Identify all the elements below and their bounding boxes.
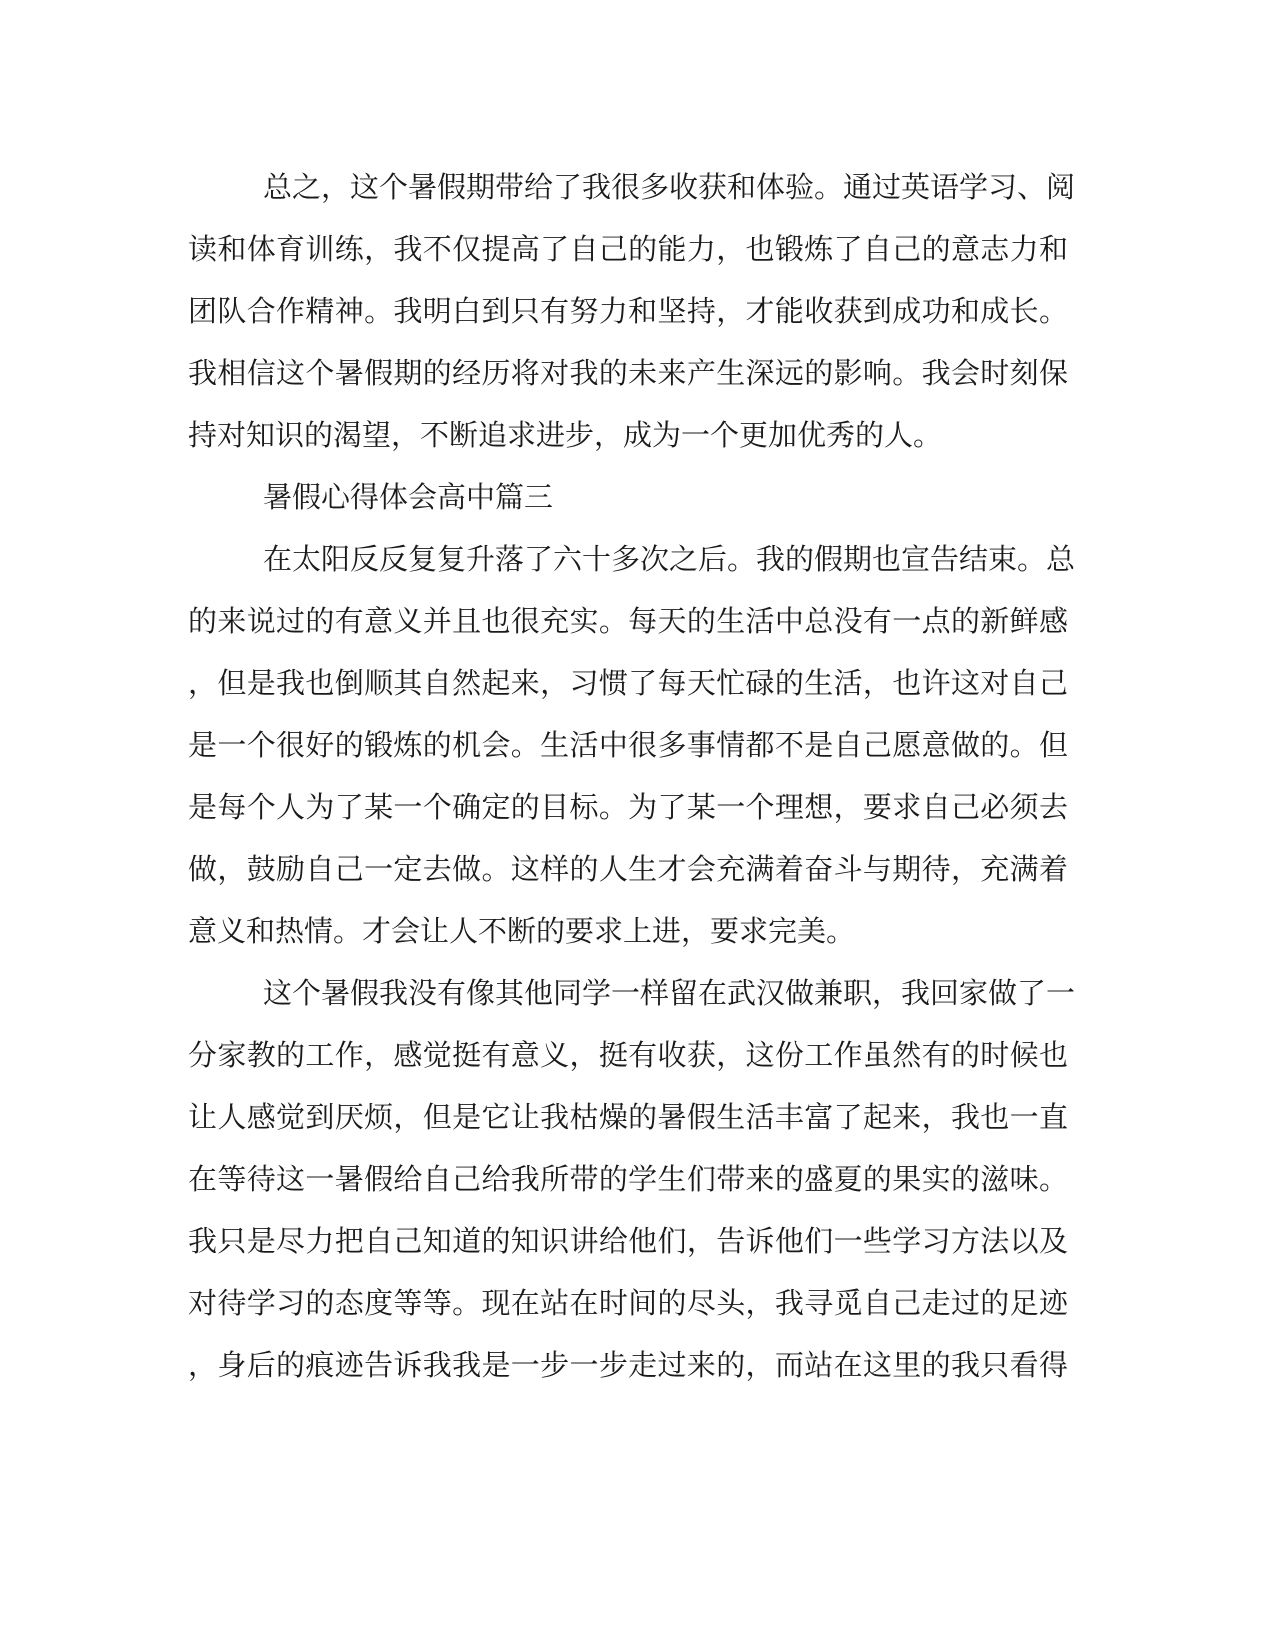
paragraph-line: 做，鼓励自己一定去做。这样的人生才会充满着奋斗与期待，充满着 xyxy=(188,852,1068,886)
paragraph-line: 读和体育训练，我不仅提高了自己的能力，也锻炼了自己的意志力和 xyxy=(188,232,1068,266)
paragraph-line: 在太阳反反复复升落了六十多次之后。我的假期也宣告结束。总 xyxy=(263,542,1076,576)
paragraph-tutoring xyxy=(188,962,1076,1396)
document-body xyxy=(188,156,1076,1396)
paragraph-line: 在等待这一暑假给自己给我所带的学生们带来的盛夏的果实的滋味。 xyxy=(188,1162,1068,1196)
paragraph-line: 对待学习的态度等等。现在站在时间的尽头，我寻觅自己走过的足迹 xyxy=(188,1286,1068,1320)
paragraph-line: 团队合作精神。我明白到只有努力和坚持，才能收获到成功和成长。 xyxy=(188,294,1068,328)
paragraph-line: 是每个人为了某一个确定的目标。为了某一个理想，要求自己必须去 xyxy=(188,790,1068,824)
paragraph-line: 分家教的工作，感觉挺有意义，挺有收获，这份工作虽然有的时候也 xyxy=(188,1038,1068,1072)
paragraph-line: 我相信这个暑假期的经历将对我的未来产生深远的影响。我会时刻保 xyxy=(188,356,1068,390)
paragraph-line: 持对知识的渴望，不断追求进步，成为一个更加优秀的人。 xyxy=(188,418,943,452)
paragraph-line: 是一个很好的锻炼的机会。生活中很多事情都不是自己愿意做的。但 xyxy=(188,728,1068,762)
paragraph-line: ，身后的痕迹告诉我我是一步一步走过来的，而站在这里的我只看得 xyxy=(188,1348,1068,1382)
paragraph-summary xyxy=(188,156,1076,466)
section-heading-text: 暑假心得体会高中篇三 xyxy=(263,480,554,514)
paragraph-line: 的来说过的有意义并且也很充实。每天的生活中总没有一点的新鲜感 xyxy=(188,604,1068,638)
paragraph-line: 让人感觉到厌烦，但是它让我枯燥的暑假生活丰富了起来，我也一直 xyxy=(188,1100,1068,1134)
paragraph-line: 意义和热情。才会让人不断的要求上进，要求完美。 xyxy=(188,914,856,948)
paragraph-line: 总之，这个暑假期带给了我很多收获和体验。通过英语学习、阅 xyxy=(263,170,1076,204)
paragraph-holiday xyxy=(188,528,1076,962)
paragraph-line: 我只是尽力把自己知道的知识讲给他们，告诉他们一些学习方法以及 xyxy=(188,1224,1068,1258)
paragraph-line: 这个暑假我没有像其他同学一样留在武汉做兼职，我回家做了一 xyxy=(263,976,1076,1010)
paragraph-line: ，但是我也倒顺其自然起来，习惯了每天忙碌的生活，也许这对自己 xyxy=(188,666,1068,700)
section-heading xyxy=(188,466,1068,528)
